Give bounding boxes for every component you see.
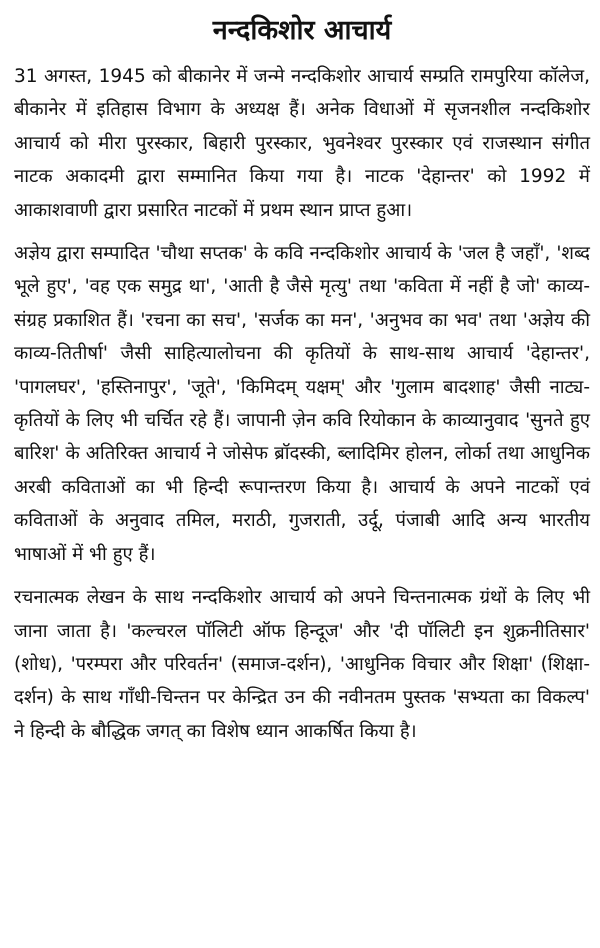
paragraph-biography: 31 अगस्त, 1945 को बीकानेर में जन्मे नन्दकिशोर आचार्य सम्प्रति रामपुरिया कॉलेज, बीकानेर में इतिहास विभाग के अध्यक्ष हैं। अनेक विधाओं में सृजनशील नन्दकिशोर आचार्य को मीरा पुरस्कार, बिहारी पुरस्कार, भुवनेश्वर पुरस्कार एवं राजस्थान संगीत नाटक अकादमी द्वारा सम्मानित किया गया है। नाटक 'देहान्तर' को 1992 में आकाशवाणी द्वारा प्रसारित नाटकों में प्रथम स्थान प्राप्त हुआ।: [14, 66, 590, 221]
page-title: नन्दकिशोर आचार्य: [212, 15, 392, 46]
paragraph-thought: रचनात्मक लेखन के साथ नन्दकिशोर आचार्य को अपने चिन्तनात्मक ग्रंथों के लिए भी जाना जाता है। 'कल्चरल पॉलिटी ऑफ हिन्दूज' और 'दी पॉलिटी इन शुक्रनीतिसार' (शोध), 'परम्परा और परिवर्तन' (समाज-दर्शन), 'आधुनिक विचार और शिक्षा' (शिक्षा-दर्शन) के साथ गाँधी-चिन्तन पर केन्द्रित उन की नवीनतम पुस्तक 'सभ्यता का विकल्प' ने हिन्दी के बौद्धिक जगत् का विशेष ध्यान आकर्षित किया है।: [14, 587, 590, 742]
paragraph-works: अज्ञेय द्वारा सम्पादित 'चौथा सप्तक' के कवि नन्दकिशोर आचार्य के 'जल है जहाँ', 'शब्द भूले हुए', 'वह एक समुद्र था', 'आती है जैसे मृत्यु' तथा 'कविता में नहीं है जो' काव्य-संग्रह प्रकाशित हैं। 'रचना का सच', 'सर्जक का मन', 'अनुभव का भव' तथा 'अज्ञेय की काव्य-तितीर्षा' जैसी साहित्यालोचना की कृतियों के साथ-साथ आचार्य 'देहान्तर', 'पागलघर', 'हस्तिनापुर', 'जूते', 'किमिदम् यक्षम्' और 'गुलाम बादशाह' जैसी नाट्य-कृतियों के लिए भी चर्चित रहे हैं। जापानी ज़ेन कवि रियोकान के काव्यानुवाद 'सुनते हुए बारिश' के अतिरिक्त आचार्य ने जोसेफ ब्रॉदस्की, ब्लादिमिर होलन, लोर्का तथा आधुनिक अरबी कविताओं का भी हिन्दी रूपान्तरण किया है। आचार्य के अपने नाटकों एवं कविताओं के अनुवाद तमिल, मराठी, गुजराती, उर्दू, पंजाबी आदि अन्य भारतीय भाषाओं में भी हुए हैं।: [14, 243, 590, 565]
